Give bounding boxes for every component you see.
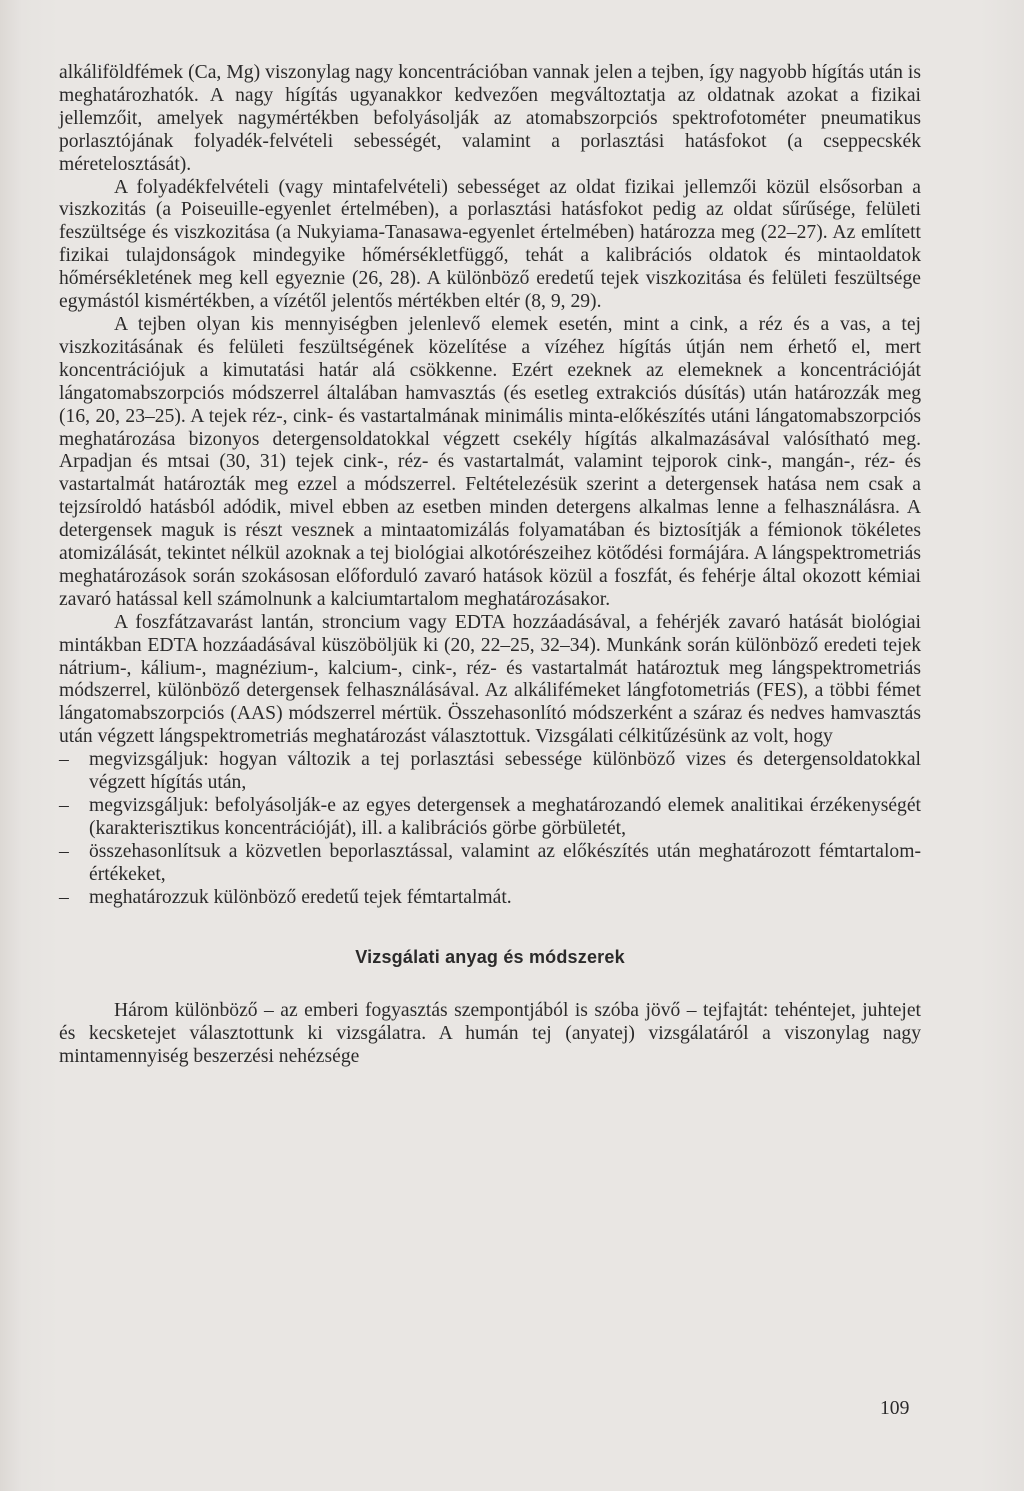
paragraph-intro-4: A foszfátzavarást lantán, stroncium vagy EDTA hozzáadásával, a fehérjék zavaró hatását biológiai mintákban EDTA hozzáadásával küszöböljük ki (20, 22–25, 32–34). Munkánk során különböző eredeti tejek nátrium-, kálium-, magnézium-, kalcium-, cink-, réz- és vastartalmát határoztuk meg lángspektrometriás módszerrel, különböző detergensek felhasználásával. Az alkálifémeket lángfotometriás (FES), a többi fémet lángatomabszorpciós (AAS) módszerrel mértük. Összehasonlító módszerként a száraz és nedves hamvasztás után végzett lángspektrometriás meghatározást választottuk. Vizsgálati célkitűzésünk az volt, hogy xyxy=(59,611,921,748)
section-heading: Vizsgálati anyag és módszerek xyxy=(355,946,625,967)
dash-bullet: – xyxy=(59,749,69,771)
paragraph-intro-3: A tejben olyan kis mennyiségben jelenlevő elemek esetén, mint a cink, a réz és a vas, a tej viszkozitásának és felületi feszültségének közelítése a vízéhez hígítás útján nem érhető el, mert koncentrációjuk a kimutatási határ alá csökkenne. Ezért ezeknek az elemeknek a koncentrációját lángatomabszorpciós módszerrel általában hamvasztás (és esetleg extrakciós dúsítás) után határozzák meg (16, 20, 23–25). A tejek réz-, cink- és vastartalmának minimális minta-előkészítés utáni lángatomabszorpciós meghatározása bizonyos detergensoldatokkal végzett csekély hígítás alkalmazásával valósítható meg. Arpadjan és mtsai (30, 31) tejek cink-, réz- és vastartalmát, valamint tejporok cink-, mangán-, réz- és vastartalmát határozták meg ezzel a módszerrel. Feltételezésük szerint a detergensek hatása nem csak a tejzsíroldó hatásból adódik, mivel ebben az esetben minden detergens alkalmas lenne a felhasználásra. A detergensek maguk is részt vesznek a mintaatomizálás folyamatában és biztosítják a fémionok tökéletes atomizálását, tekintet nélkül azoknak a tej biológiai alkotórészeihez kötődési formájára. A lángspektrometriás meghatározások során szokásosan előforduló zavaró hatások közül a foszfát, és fehérje által okozott kémiai zavaró hatással kell számolnunk a kalciumtartalom meghatározásakor. xyxy=(59,313,921,610)
list-item-text: meghatározzuk különböző eredetű tejek fémtartalmát. xyxy=(89,886,512,908)
list-item xyxy=(59,887,921,910)
paragraph-intro-1: alkáliföldfémek (Ca, Mg) viszonylag nagy koncentrációban vannak jelen a tejben, így nagyobb hígítás után is meghatározhatók. A nagy hígítás ugyanakkor kedvezően megváltoztatja az oldatnak azokat a fizikai jellemzőit, amelyek nagymértékben befolyásolják az atomabszorpciós spektrofotométer pneumatikus porlasztójának folyadék-felvételi sebességét, valamint a porlasztási hatásfokot (a cseppecskék méretelosztását). xyxy=(59,62,921,175)
dash-bullet: – xyxy=(59,795,69,816)
aims-list xyxy=(59,749,921,909)
list-item-text: megvizsgáljuk: hogyan változik a tej porlasztási sebessége különböző vizes és detergensoldatokkal végzett hígítás után, xyxy=(89,749,921,794)
body-text xyxy=(59,62,921,1069)
paragraph-intro-2: A folyadékfelvételi (vagy mintafelvételi) sebességet az oldat fizikai jellemzői közül elsősorban a viszkozitás (a Poiseuille-egyenlet értelmében), a porlasztási hatásfokot pedig az oldat sűrűsége, felületi feszültsége és viszkozitása (a Nukyiama-Tanasawa-egyenlet értelmében) határozza meg (22–27). Az említett fizikai tulajdonságok mindegyike hőmérsékletfüggő, tehát a kalibrációs oldatok és mintaoldatok hőmérsékletének meg kell egyeznie (26, 28). A különböző eredetű tejek viszkozitása és felületi feszültsége egymástól kismértékben, a vízétől jelentős mértékben eltér (8, 9, 29). xyxy=(59,176,921,313)
section-paragraph: Három különböző – az emberi fogyasztás szempontjából is szóba jövő – tejfajtát: tehéntejet, juhtejet és kecsketejet választottunk ki vizsgálatra. A humán tej (anyatej) vizsgálatáról a viszonylag nagy mintamennyiség beszerzési nehézsége xyxy=(59,1000,921,1068)
list-item-text: összehasonlítsuk a közvetlen beporlasztással, valamint az előkészítés után meghatározott fémtartalom-értékeket, xyxy=(89,840,921,885)
list-item xyxy=(59,749,921,795)
list-item xyxy=(59,841,921,887)
list-item-text: megvizsgáljuk: befolyásolják-e az egyes detergensek a meghatározandó elemek analitikai érzékenységét (karakterisztikus koncentrációját), ill. a kalibrációs görbe görbületét, xyxy=(89,795,921,839)
page-number: 109 xyxy=(880,1398,910,1419)
dash-bullet: – xyxy=(59,886,69,908)
list-item xyxy=(59,795,921,841)
dash-bullet: – xyxy=(59,840,69,862)
